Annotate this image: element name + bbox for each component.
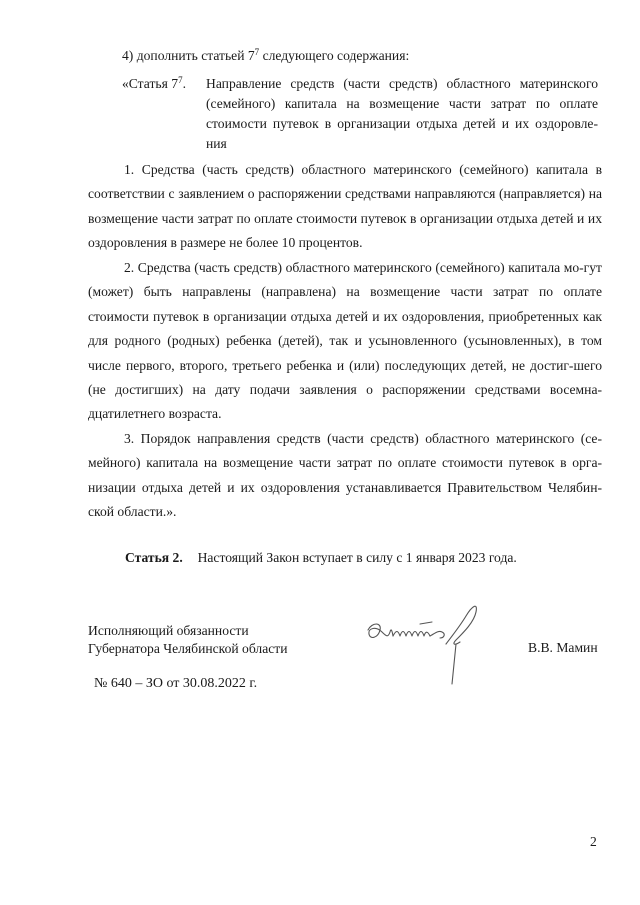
article-2: [125, 548, 517, 568]
paragraph-1: 1. Средства (часть средств) областного материнского (семейного) капитала в соответствии с заявлением о распоряжении средствами направляются (направляется) на возмещение части затрат по оплате стоимости путевок в организации отдыха детей и их оздоровления в размере не более 10 процентов.: [88, 162, 602, 251]
paragraph-2: 2. Средства (часть средств) областного материнского (семейного) капитала мо-гут (может) быть направлены (направлена) на возмещение части затрат по оплате стоимости путевок в организации отдыха детей и их оздоровления, приобретенных как для родного (родных) ребенка (детей), так и усыновленного (усыновленных), в том числе первого, второго, третьего ребенка и (или) последующих детей, не достиг-шего (не достигших) на дату подачи заявления о распоряжении средствами восемна-дцатилетнего возраста.: [88, 260, 602, 422]
page-number: 2: [590, 834, 597, 849]
article-2-text: Настоящий Закон вступает в силу с 1 января 2023 года.: [197, 550, 517, 565]
signatory-position: Исполняющий обязанности Губернатора Челябинской области: [88, 623, 288, 656]
amendment-intro: 4) дополнить статьей $7^7$ следующего содержания:: [122, 47, 410, 63]
law-number: № 640 – ЗО от 30.08.2022 г.: [94, 676, 258, 691]
article-title: Направление средств (части средств) областного материнского (семейного) капитала на возмещение части затрат по оплате стоимости путевок в организации отдыха детей и их оздоровле- ния: [206, 76, 598, 151]
signatory-name: В.В. Мамин: [528, 640, 598, 655]
handwritten-signature: [360, 596, 500, 686]
article-label: «Статья $7^7$.: [122, 75, 186, 91]
article-2-label: Статья 2.: [125, 550, 183, 565]
paragraph-3: 3. Порядок направления средств (части средств) областного материнского (се-мейного) капитала на возмещение части затрат по оплате стоимости путевок в орга-низации отдыха детей и их оздоровления устанавливается Правительством Челябин-ской области.».: [88, 431, 602, 520]
